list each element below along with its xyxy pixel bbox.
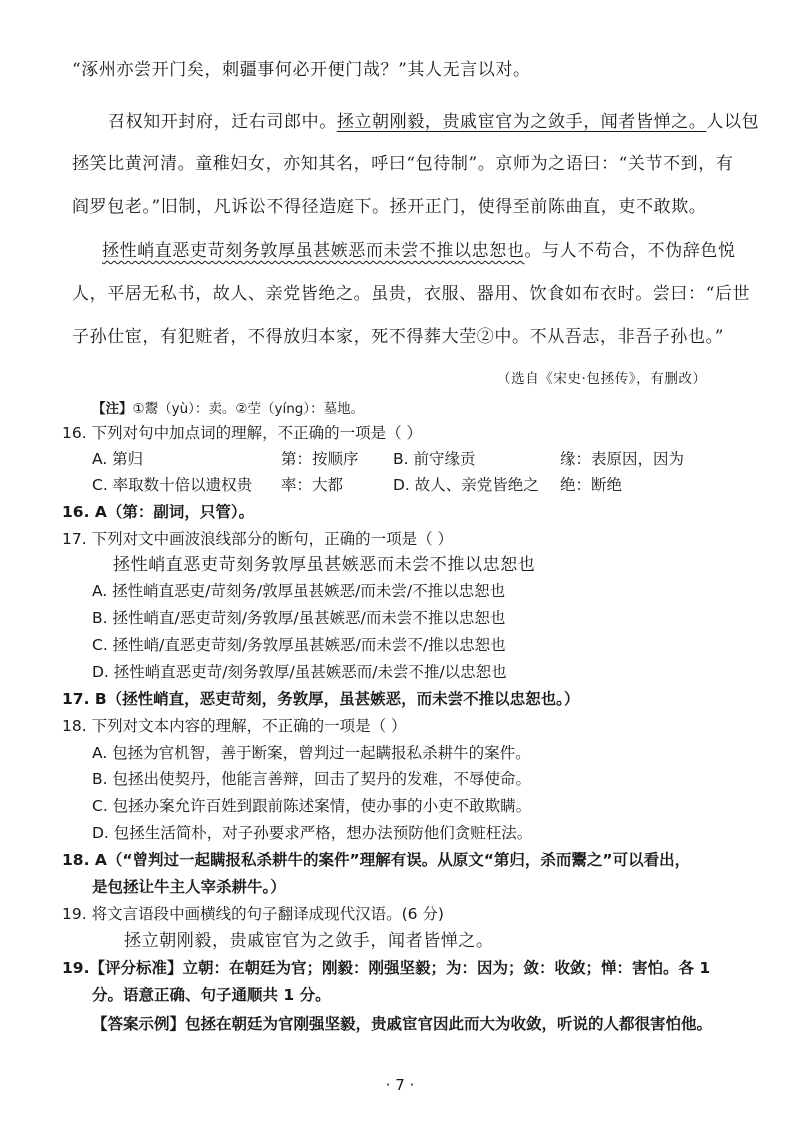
question-18-option-c: C. 包拯办案允许百姓到跟前陈述案情，使办事的小吏不敢欺瞒。: [92, 797, 532, 815]
footnote-label: 【注】: [92, 401, 133, 417]
source-citation: （选自《宋史·包拯传》，有删改）: [497, 371, 707, 387]
passage-paragraph-2-line-1: [108, 110, 759, 134]
question-16-option-d-explanation: 绝：断绝: [560, 476, 623, 494]
footnote: [92, 397, 364, 421]
passage-line-1: “涿州亦尝开门矣，刺疆事何必开便门哉？”其人无言以对。: [72, 60, 531, 80]
question-17-quoted-sentence: 拯性峭直恶吏苛刻务敦厚虽甚嫉恶而未尝不推以忠恕也: [113, 555, 536, 575]
footnote-text: ①鬻（yù）：卖。②茔（yíng）：墓地。: [132, 401, 365, 417]
question-16-option-a-explanation: 第：按顺序: [281, 450, 359, 468]
question-18-stem: 18. 下列对文本内容的理解，不正确的一项是（ ）: [62, 717, 407, 735]
passage-line-6: 人，平居无私书，故人、亲党皆绝之。虽贵，衣服、器用、饮食如布衣时。尝曰：“后世: [72, 284, 751, 304]
question-18-answer-line-2: 是包拯让牛主人宰杀耕牛。）: [92, 878, 286, 896]
passage-line-7: 子孙仕宦，有犯赃者，不得放归本家，死不得葬大茔②中。不从吾志，非吾子孙也。”: [72, 327, 724, 347]
page-number: · 7 ·: [385, 1076, 415, 1094]
question-18-option-d: D. 包拯生活简朴，对子孙要求严格，想办法预防他们贪赃枉法。: [92, 824, 533, 842]
question-19-scoring-standard-line-1: 19.【评分标准】立朝：在朝廷为官；刚毅：刚强坚毅；为：因为；敛：收敛；惮：害怕。各 1: [62, 959, 711, 977]
question-16-stem: 16. 下列对句中加点词的理解，不正确的一项是（ ）: [62, 424, 423, 442]
question-17-stem: 17. 下列对文中画波浪线部分的断句，正确的一项是（ ）: [62, 530, 454, 548]
question-17-option-a: A. 拯性峭直恶吏/苛刻务/敦厚虽甚嫉恶/而未尝/不推以忠恕也: [92, 582, 506, 600]
passage-paragraph-3-line-1: [102, 239, 736, 263]
translation-underlined-sentence: 拯立朝刚毅，贵戚宦官为之敛手，闻者皆惮之。: [336, 112, 707, 132]
question-18-answer-line-1: 18. A（“曾判过一起瞒报私杀耕牛的案件”理解有误。从原文“第归，杀而鬻之”可以看出，: [62, 851, 691, 869]
wavy-underlined-sentence: 拯性峭直恶吏苛刻务敦厚虽甚嫉恶而未尝不推以忠恕也: [102, 241, 525, 261]
passage-line-4: 阎罗包老。”旧制，凡诉讼不得径造庭下。拯开正门，使得至前陈曲直，吏不敢欺。: [72, 197, 707, 217]
passage-line-3: 拯笑比黄河清。童稚妇女，亦知其名，呼曰“包待制”。京师为之语曰：“关节不到，有: [72, 154, 734, 174]
question-19-quoted-sentence: 拯立朝刚毅，贵戚宦官为之敛手，闻者皆惮之。: [124, 931, 494, 951]
question-16-option-b-explanation: 缘：表原因，因为: [560, 450, 685, 468]
question-18-option-b: B. 包拯出使契丹，他能言善辩，回击了契丹的发难，不辱使命。: [92, 770, 531, 788]
passage-text: 。与人不苟合，不伪辞色悦: [524, 241, 736, 261]
question-19-answer-example: 【答案示例】包拯在朝廷为官刚强坚毅，贵戚宦官因此而大为收敛，听说的人都很害怕他。: [92, 1015, 713, 1033]
passage-text: 召权知开封府，迁右司郎中。: [108, 112, 337, 132]
question-17-option-c: C. 拯性峭/直恶吏苛刻/务敦厚虽甚嫉恶/而未尝不/推以忠恕也: [92, 636, 506, 654]
passage-text: 人以包: [706, 112, 760, 132]
question-16-option-c-explanation: 率：大都: [281, 476, 344, 494]
question-16-option-d: D. 故人、亲党皆绝之: [393, 476, 539, 494]
question-17-answer: 17. B（拯性峭直，恶吏苛刻，务敦厚，虽甚嫉恶，而未尝不推以忠恕也。）: [62, 690, 580, 708]
question-16-option-b: B. 前守缘贡: [393, 450, 476, 468]
question-17-option-d: D. 拯性峭直恶吏苛/刻务敦厚/虽甚嫉恶而/未尝不推/以忠恕也: [92, 663, 507, 681]
question-19-stem: 19. 将文言语段中画横线的句子翻译成现代汉语。(6 分): [62, 905, 444, 923]
question-16-option-c: C. 率取数十倍以遗权贵: [92, 476, 253, 494]
question-16-option-a: A. 第归: [92, 450, 144, 468]
question-18-option-a: A. 包拯为官机智，善于断案，曾判过一起瞒报私杀耕牛的案件。: [92, 744, 531, 762]
question-17-option-b: B. 拯性峭直/恶吏苛刻/务敦厚/虽甚嫉恶/而未尝不推以忠恕也: [92, 609, 506, 627]
question-19-scoring-standard-line-2: 分。语意正确、句子通顺共 1 分。: [92, 986, 331, 1004]
question-16-answer: 16. A（第：副词，只管）。: [62, 503, 255, 521]
